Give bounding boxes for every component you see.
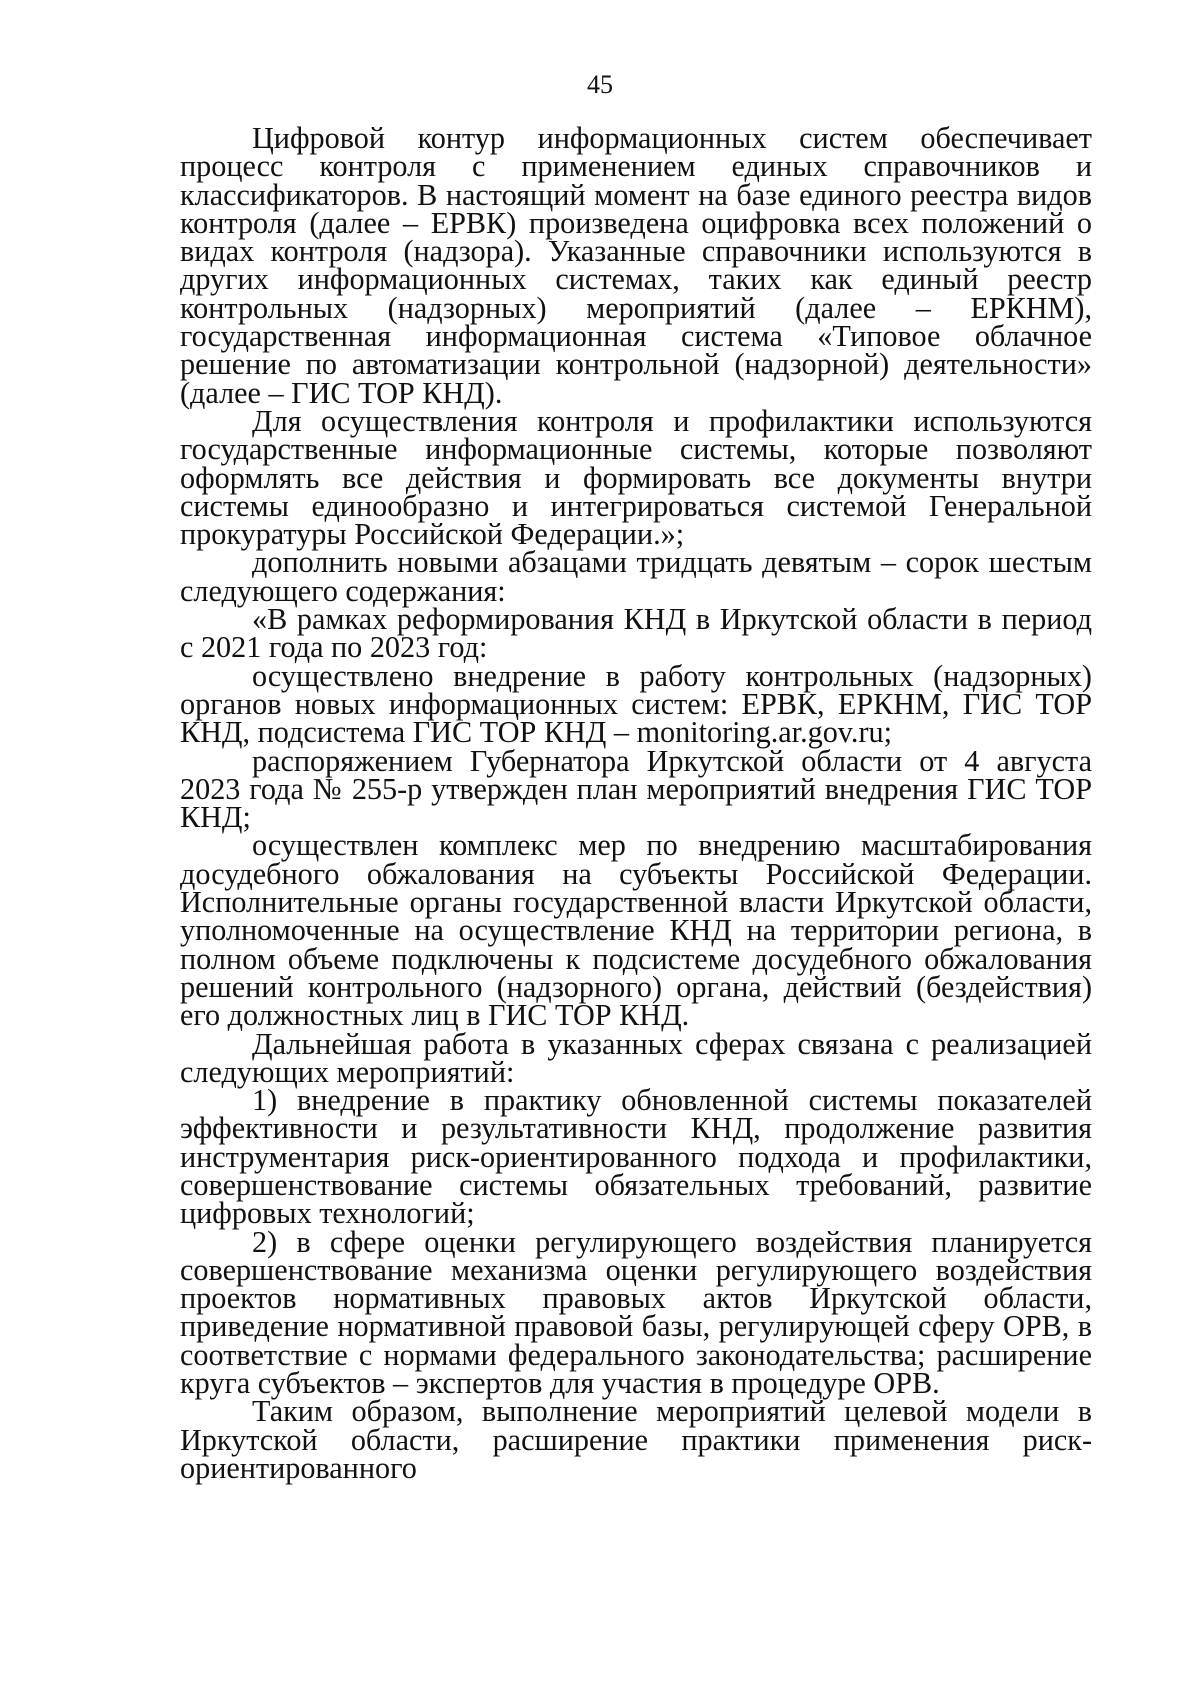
paragraph-new-systems: осуществлено внедрение в работу контрольных (надзорных) органов новых информационных систем: ЕРВК, ЕРКНМ, ГИС ТОР КНД, подсистема ГИС ТОР КНД – monitoring.ar.gov.ru;: [180, 658, 1092, 750]
paragraph-governor-order: распоряжением Губернатора Иркутской области от 4 августа 2023 года № 255-р утвержден план мероприятий внедрения ГИС ТОР КНД;: [180, 743, 1092, 835]
document-body: [180, 121, 1092, 1485]
paragraph-digital-contour: Цифровой контур информационных систем обеспечивает процесс контроля с применением единых справочников и классификаторов. В настоящий момент на базе единого реестра видов контроля (далее – ЕРВК) произведена оцифровка всех положений о видах контроля (надзора). Указанные справочники используются в других информационных системах, таких как единый реестр контрольных (надзорных) мероприятий (далее – ЕРКНМ), государственная информационная система «Типовое облачное решение по автоматизации контрольной (надзорной) деятельности» (далее – ГИС ТОР КНД).: [180, 121, 1092, 410]
paragraph-amendment: дополнить новыми абзацами тридцать девятым – сорок шестым следующего содержания:: [180, 545, 1092, 608]
paragraph-state-systems: Для осуществления контроля и профилактики используются государственные информационные системы, которые позволяют оформлять все действия и формировать все документы внутри системы единообразно и интегрироваться системой Генеральной прокуратуры Российской Федерации.»;: [180, 403, 1092, 552]
paragraph-item-2: 2) в сфере оценки регулирующего воздействия планируется совершенствование механизма оценки регулирующего воздействия проектов нормативных правовых актов Иркутской области, приведение нормативной правовой базы, регулирующей сферу ОРВ, в соответствие с нормами федерального законодательства; расширение круга субъектов – экспертов для участия в процедуре ОРВ.: [180, 1224, 1092, 1401]
paragraph-pretrial-appeal: осуществлен комплекс мер по внедрению масштабирования досудебного обжалования на субъекты Российской Федерации. Исполнительные органы государственной власти Иркутской области, уполномоченные на осуществление КНД на территории региона, в полном объеме подключены к подсистеме досудебного обжалования решений контрольного (надзорного) органа, действий (бездействия) его должностных лиц в ГИС ТОР КНД.: [180, 828, 1092, 1033]
paragraph-item-1: 1) внедрение в практику обновленной системы показателей эффективности и результативности КНД, продолжение развития инструментария риск-ориентированного подхода и профилактики, совершенствование системы обязательных требований, развитие цифровых технологий;: [180, 1083, 1092, 1231]
paragraph-reform-period: «В рамках реформирования КНД в Иркутской области в период с 2021 года по 2023 год:: [180, 602, 1092, 665]
paragraph-conclusion: Таким образом, выполнение мероприятий целевой модели в Иркутской области, расширение практики применения риск-ориентированного: [180, 1394, 1092, 1485]
paragraph-further-work: Дальнейшая работа в указанных сферах связана с реализацией следующих мероприятий:: [180, 1026, 1092, 1089]
page-number: 45: [587, 70, 613, 99]
